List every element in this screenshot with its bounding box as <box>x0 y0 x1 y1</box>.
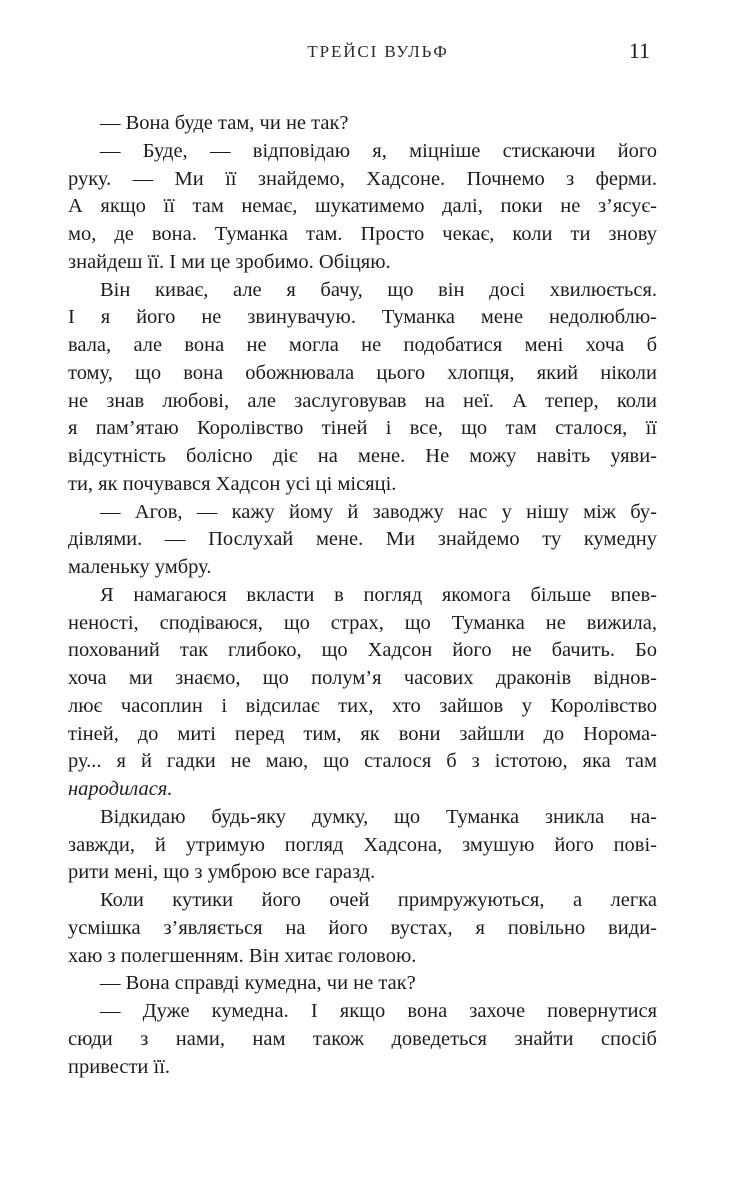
text-line: — Вона буде там, чи не так? <box>100 112 349 134</box>
text-line: тому, що вона обожнювала цього хлопця, який ніколи <box>68 361 657 384</box>
text-line: хаю з полегшенням. Він хитає головою. <box>68 944 417 967</box>
running-title: ТРЕЙСІ ВУЛЬФ <box>307 42 449 61</box>
text-line: сюди з нами, нам також доведеться знайти спосіб <box>68 1027 657 1050</box>
text-line: — Буде, — відповідаю я, міцніше стискаючи його <box>100 139 657 162</box>
text-line: рити мені, що з умброю все гаразд. <box>68 861 376 884</box>
paragraph <box>68 887 657 970</box>
text-line: неності, сподіваюся, що страх, що Туманка не вижила, <box>68 611 657 634</box>
paragraph <box>68 277 657 499</box>
paragraph <box>68 970 657 998</box>
text-line: І я його не звинувачую. Туманка мене недолюблю- <box>68 306 657 329</box>
paragraph <box>68 499 657 582</box>
text-line: ти, як почувався Хадсон усі ці місяці. <box>68 472 397 495</box>
text-line: похований так глибоко, що Хадсон його не бачить. Бо <box>68 639 657 662</box>
paragraph <box>68 582 657 804</box>
paragraph <box>68 138 657 277</box>
text-line: відсутність болісно діє на мене. Не можу навіть уяви- <box>68 445 657 467</box>
text-line: хоча ми знаємо, що полум’я часових драконів віднов- <box>68 667 657 689</box>
text-line: — Вона справді кумедна, чи не так? <box>100 972 416 995</box>
text-line: знайдеш її. І ми це зробимо. Обіцяю. <box>68 250 391 273</box>
text-line: Відкидаю будь-яку думку, що Туманка зникла на- <box>100 805 657 828</box>
text-line: дівлями. — Послухай мене. Ми знайдемо ту кумедну <box>68 528 657 551</box>
text-line: не знав любові, але заслуговував на неї. А тепер, коли <box>68 389 657 412</box>
text-line: — Дуже кумедна. І якщо вона захоче повернутися <box>100 1000 657 1022</box>
page-number: 11 <box>628 38 650 63</box>
text-line: Він киває, але я бачу, що він досі хвилюється. <box>100 278 657 301</box>
text-line: маленьку умбру. <box>68 556 212 578</box>
text-line: тіней, до миті перед тим, як вони зайшли до Норома- <box>68 722 657 745</box>
text-line: А якщо її там немає, шукатимемо далі, поки не з’ясує- <box>68 195 657 218</box>
text-line: вала, але вона не могла не подобатися мені хоча б <box>68 334 657 356</box>
paragraph <box>68 804 657 887</box>
paragraph <box>68 998 657 1081</box>
text-line: я пам’ятаю Королівство тіней і все, що там сталося, її <box>68 417 657 440</box>
text-line: ру... я й гадки не маю, що сталося б з істотою, яка там <box>68 750 657 773</box>
text-line: — Агов, — кажу йому й заводжу нас у нішу між бу- <box>100 500 657 523</box>
text-line: усмішка з’являється на його вустах, я повільно види- <box>68 916 657 939</box>
text-line: лює часоплин і відсилає тих, хто зайшов у Королівство <box>68 694 657 717</box>
text-line: завжди, й утримую погляд Хадсона, змушую його пові- <box>68 833 657 856</box>
text-line: Коли кутики його очей примружуються, а легка <box>100 889 657 911</box>
body-text <box>68 110 657 1081</box>
paragraph <box>68 110 657 138</box>
text-line: Я намагаюся вкласти в погляд якомога більше впев- <box>100 583 657 606</box>
text-line: привести її. <box>68 1055 171 1078</box>
page-header <box>0 40 756 66</box>
text-line: мо, де вона. Туманка там. Просто чекає, коли ти знову <box>68 223 657 245</box>
text-line: народилася. <box>68 778 173 800</box>
text-line: руку. — Ми її знайдемо, Хадсоне. Почнемо з ферми. <box>68 167 657 190</box>
